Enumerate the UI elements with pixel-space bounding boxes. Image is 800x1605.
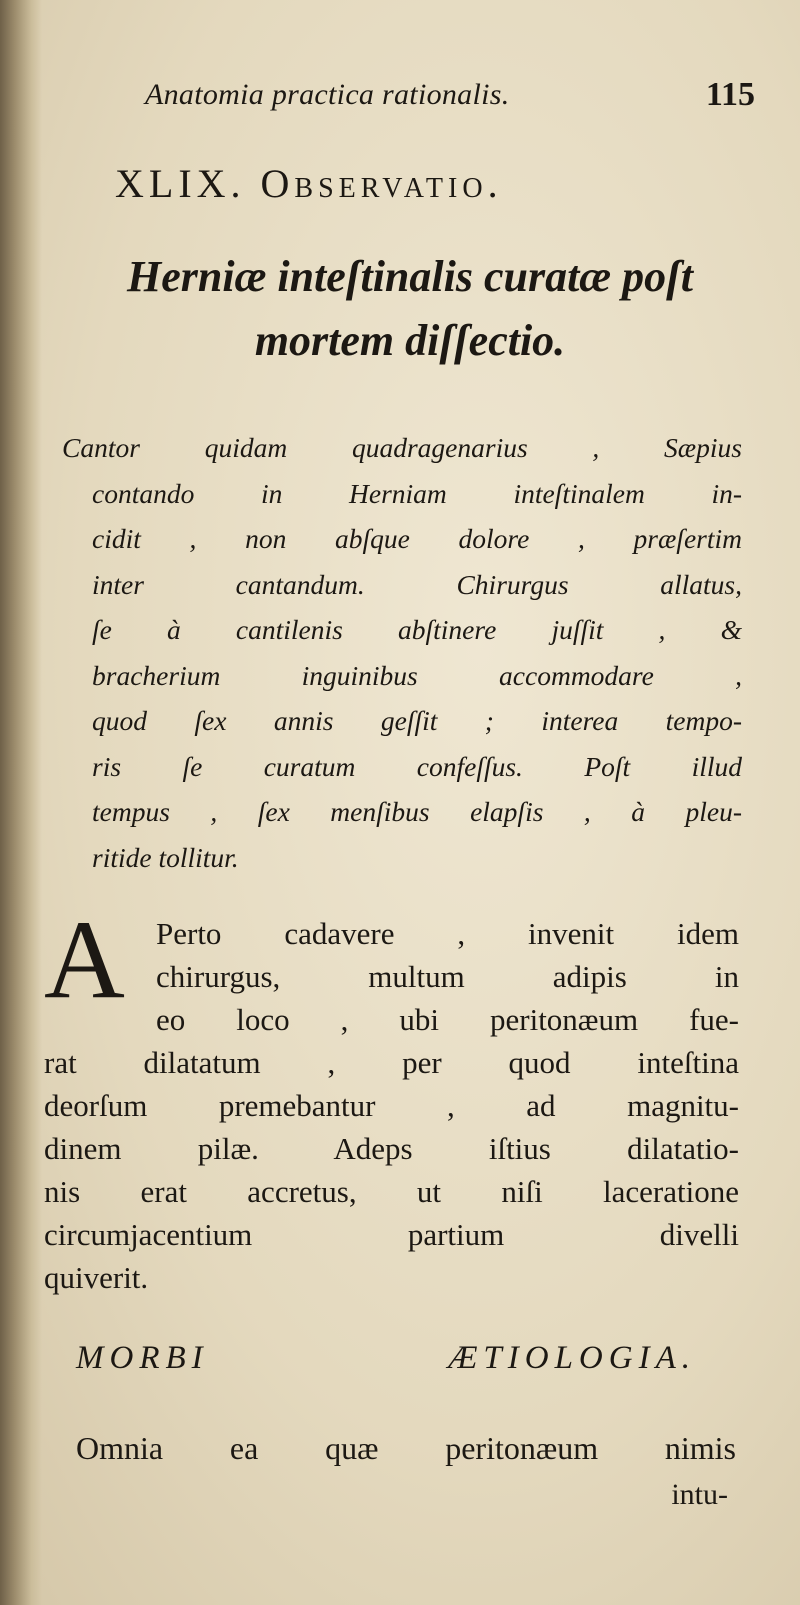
running-head xyxy=(145,78,755,118)
body-line: rat dilatatum , per quod inteſtina xyxy=(44,1045,739,1080)
page-number: 115 xyxy=(705,76,755,113)
body-line: eo loco , ubi peritonæum fue- xyxy=(156,1002,739,1037)
summary-line: Cantor quidam quadragenarius , Sæpius xyxy=(62,432,742,463)
running-title: Anatomia practica rationalis. xyxy=(145,78,510,111)
section-first-line: Omnia ea quæ peritonæum nimis xyxy=(76,1430,736,1466)
summary-line: ſe à cantilenis abſtinere juſſit , & xyxy=(92,614,742,645)
body-line: quiverit. xyxy=(44,1260,149,1295)
title-line: Herniæ inteſtinalis curatæ poſt xyxy=(127,252,693,301)
summary-line: contando in Herniam inteſtinalem in- xyxy=(92,477,742,509)
summary-line: ritide tollitur. xyxy=(92,841,239,873)
catchword: intu- xyxy=(671,1478,728,1511)
summary-line: quod ſex annis geſſit ; interea tempo- xyxy=(92,705,742,736)
summary-line: ris ſe curatum confeſſus. Poſt illud xyxy=(92,750,742,782)
section-heading: MORBI ÆTIOLOGIA. xyxy=(76,1340,696,1376)
page-gutter-shadow xyxy=(0,0,42,1605)
drop-cap: A xyxy=(44,898,125,1022)
body-line: Perto cadavere , invenit idem xyxy=(156,916,739,951)
observation-heading: XLIX. Observatio. xyxy=(115,161,503,206)
case-summary xyxy=(62,425,742,880)
summary-line: tempus , ſex menſibus elapſis , à pleu- xyxy=(92,796,742,827)
summary-line: bracherium inguinibus accommodare , xyxy=(92,659,742,691)
title-line: mortem diſſectio. xyxy=(254,316,566,365)
body-line: chirurgus, multum adipis in xyxy=(156,959,739,994)
summary-line: inter cantandum. Chirurgus allatus, xyxy=(92,568,742,600)
body-line: circumjacentium partium divelli xyxy=(44,1217,739,1252)
body-line: nis erat accretus, ut niſi laceratione xyxy=(44,1174,739,1209)
summary-line: cidit , non abſque dolore , præſertim xyxy=(92,523,742,554)
body-line: dinem pilæ. Adeps iſtius dilatatio- xyxy=(44,1131,739,1166)
body-line: deorſum premebantur , ad magnitu- xyxy=(44,1088,739,1123)
observation-title xyxy=(60,245,760,373)
body-paragraph xyxy=(44,898,739,1299)
